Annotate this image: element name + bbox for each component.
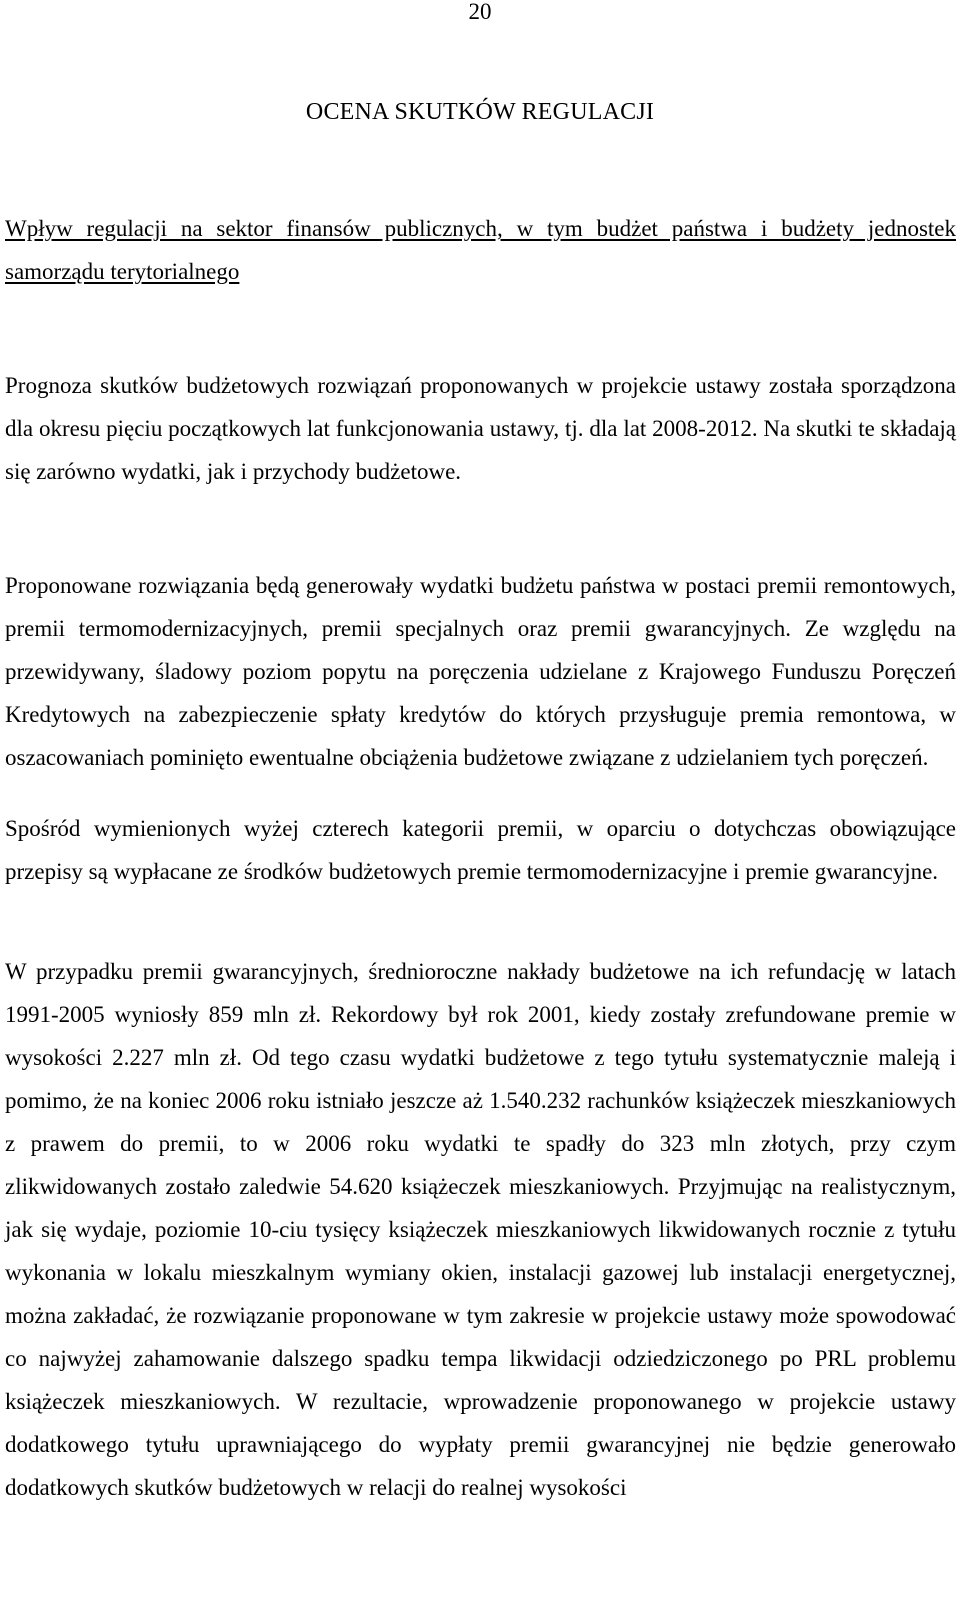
paragraph-budget-forecast: Prognoza skutków budżetowych rozwiązań proponowanych w projekcie ustawy została sporządzona dla okresu pięciu początkowych lat funkcjonowania ustawy, tj. dla lat 2008-2012. Na skutki te składają się zarówno wydatki, jak i przychody budżetowe.	[5, 373, 956, 484]
paragraph-premium-categories: Spośród wymienionych wyżej czterech kategorii premii, w oparciu o dotychczas obowiązujące przepisy są wypłacane ze środków budżetowych premie termomodernizacyjne i premie gwarancyjne.	[5, 816, 956, 884]
section-heading-text: Wpływ regulacji na sektor finansów publicznych, w tym budżet państwa i budżety jednostek samorządu terytorialnego	[5, 216, 956, 284]
paragraph-proposed-solutions: Proponowane rozwiązania będą generowały wydatki budżetu państwa w postaci premii remontowych, premii termomodernizacyjnych, premii specjalnych oraz premii gwarancyjnych. Ze względu na przewidywany, śladowy poziom popytu na poręczenia udzielane z Krajowego Funduszu Poręczeń Kredytowych na zabezpieczenie spłaty kredytów do których przysługuje premia remontowa, w oszacowaniach pominięto ewentualne obciążenia budżetowe związane z udzielaniem tych poręczeń.	[5, 573, 956, 770]
document-title: OCENA SKUTKÓW REGULACJI	[305, 99, 655, 125]
page-number: 20	[468, 0, 492, 24]
paragraph-guarantee-premiums: W przypadku premii gwarancyjnych, średnioroczne nakłady budżetowe na ich refundację w latach 1991-2005 wyniosły 859 mln zł. Rekordowy był rok 2001, kiedy zostały zrefundowane premie w wysokości 2.227 mln zł. Od tego czasu wydatki budżetowe z tego tytułu systematycznie maleją i pomimo, że na koniec 2006 roku istniało jeszcze aż 1.540.232 rachunków książeczek mieszkaniowych z prawem do premii, to w 2006 roku wydatki te spadły do 323 mln złotych, przy czym zlikwidowanych zostało zaledwie 54.620 książeczek mieszkaniowych. Przyjmując na realistycznym, jak się wydaje, poziomie 10-ciu tysięcy książeczek mieszkaniowych likwidowanych rocznie z tytułu wykonania w lokalu mieszkalnym wymiany okien, instalacji gazowej lub instalacji energetycznej, można zakładać, że rozwiązanie proponowane w tym zakresie w projekcie ustawy może spowodować co najwyżej zahamowanie dalszego spadku tempa likwidacji odziedziczonego po PRL problemu książeczek mieszkaniowych. W rezultacie, wprowadzenie proponowanego w projekcie ustawy dodatkowego tytułu uprawniającego do wypłaty premii gwarancyjnej nie będzie generowało dodatkowych skutków budżetowych w relacji do realnej wysokości	[5, 959, 956, 1500]
section-heading	[5, 207, 956, 293]
